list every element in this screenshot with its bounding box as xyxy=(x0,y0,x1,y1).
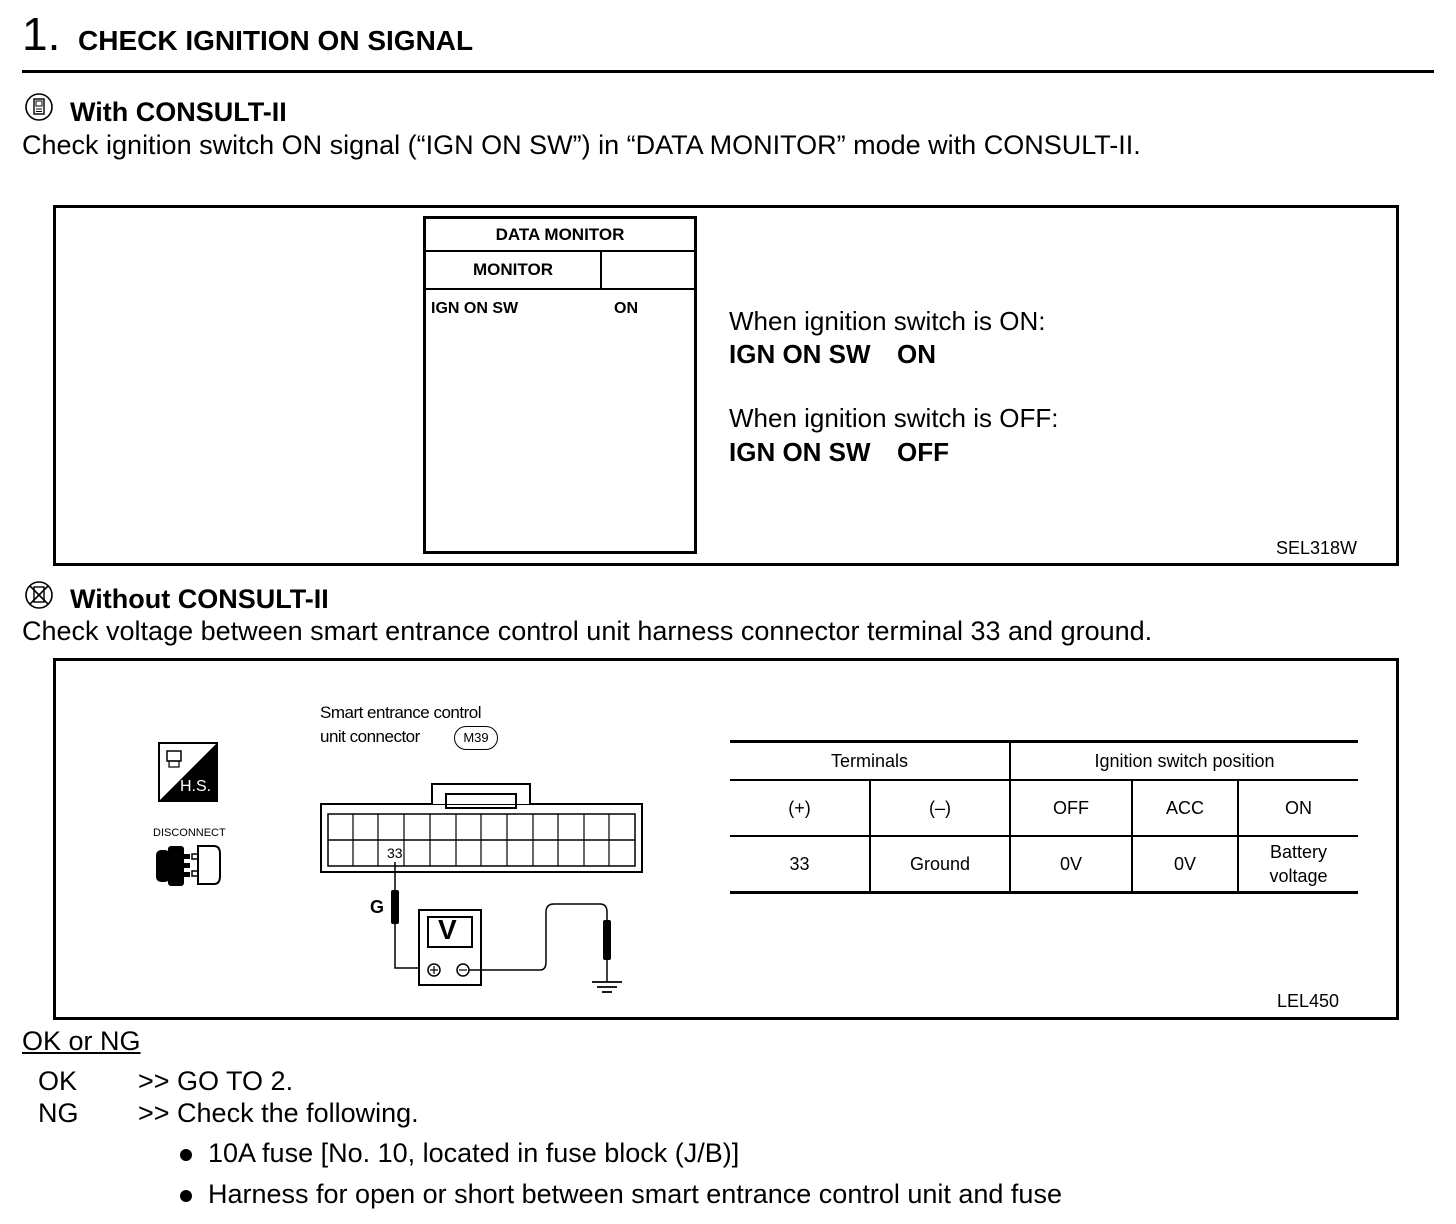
cell-off-value: 0V xyxy=(1010,836,1132,893)
subheader-minus: (–) xyxy=(870,780,1010,836)
connector-diagram xyxy=(310,770,660,1000)
cell-acc-value: 0V xyxy=(1132,836,1238,893)
ok-ng-label: OK or NG xyxy=(22,1026,141,1056)
monitor-value: ON xyxy=(614,300,638,317)
voltmeter-label: V xyxy=(438,914,457,945)
with-consult-heading: With CONSULT-II xyxy=(70,97,287,127)
consult-figure-frame xyxy=(53,205,1399,566)
figure-code-sel318w: SEL318W xyxy=(1276,538,1358,558)
wire-color-label: G xyxy=(370,897,385,917)
check-item-harness xyxy=(180,1178,1062,1210)
bullet-dot xyxy=(180,1190,192,1202)
ok-action: >> GO TO 2. xyxy=(138,1066,294,1096)
with-consult-instruction: Check ignition switch ON signal (“IGN ON SW”) in “DATA MONITOR” mode with CONSULT-II. xyxy=(22,130,1141,160)
monitor-item: IGN ON SW xyxy=(431,300,519,317)
no-consult-icon xyxy=(24,580,54,610)
condition-off-label: When ignition switch is OFF: xyxy=(729,403,1059,433)
condition-on-item: IGN ON SW xyxy=(729,339,871,369)
terminal-33-label: 33 xyxy=(387,845,403,861)
figure-code-lel450: LEL450 xyxy=(1277,991,1340,1011)
connector-label-line2: unit connector xyxy=(320,727,420,746)
header-terminals: Terminals xyxy=(730,742,1010,781)
condition-off-item: IGN ON SW xyxy=(729,437,871,467)
disconnect-icon xyxy=(154,840,226,890)
condition-on-label: When ignition switch is ON: xyxy=(729,306,1046,336)
ng-key: NG xyxy=(38,1098,79,1128)
cell-terminal-plus: 33 xyxy=(730,836,870,893)
cell-on-value: Battery voltage xyxy=(1269,842,1328,886)
data-monitor-title: DATA MONITOR xyxy=(426,219,694,252)
consult-icon xyxy=(24,92,54,122)
step-number: 1. xyxy=(22,8,61,60)
subheader-plus: (+) xyxy=(730,780,870,836)
disconnect-label: DISCONNECT xyxy=(153,827,226,839)
terminals-table xyxy=(730,740,1358,894)
connector-label-line1: Smart entrance control xyxy=(320,703,481,722)
monitor-column-header: MONITOR xyxy=(426,252,602,290)
harness-side-icon xyxy=(158,742,218,802)
condition-off-value: OFF xyxy=(897,437,949,467)
subheader-off: OFF xyxy=(1010,780,1132,836)
bullet-dot xyxy=(180,1149,192,1161)
ng-action: >> Check the following. xyxy=(138,1098,419,1128)
check-item-fuse xyxy=(180,1137,739,1169)
check-item-fuse-text: 10A fuse [No. 10, located in fuse block (J/B)] xyxy=(208,1138,740,1168)
ok-key: OK xyxy=(38,1066,78,1096)
subheader-on: ON xyxy=(1285,797,1312,818)
heading-rule xyxy=(22,70,1434,73)
step-title: CHECK IGNITION ON SIGNAL xyxy=(78,25,474,56)
header-ignition-position: Ignition switch position xyxy=(1094,750,1275,771)
condition-on-value: ON xyxy=(897,339,936,369)
connector-id-badge: M39 xyxy=(454,726,498,750)
hs-label: H.S. xyxy=(180,778,212,795)
without-consult-heading: Without CONSULT-II xyxy=(70,584,329,614)
value-column-header xyxy=(602,252,694,290)
without-consult-instruction: Check voltage between smart entrance control unit harness connector terminal 33 and ground. xyxy=(22,616,1153,646)
subheader-acc: ACC xyxy=(1132,780,1238,836)
data-monitor-screen xyxy=(423,216,697,554)
check-item-harness-text: Harness for open or short between smart entrance control unit and fuse xyxy=(208,1179,1062,1209)
cell-terminal-minus: Ground xyxy=(870,836,1010,893)
